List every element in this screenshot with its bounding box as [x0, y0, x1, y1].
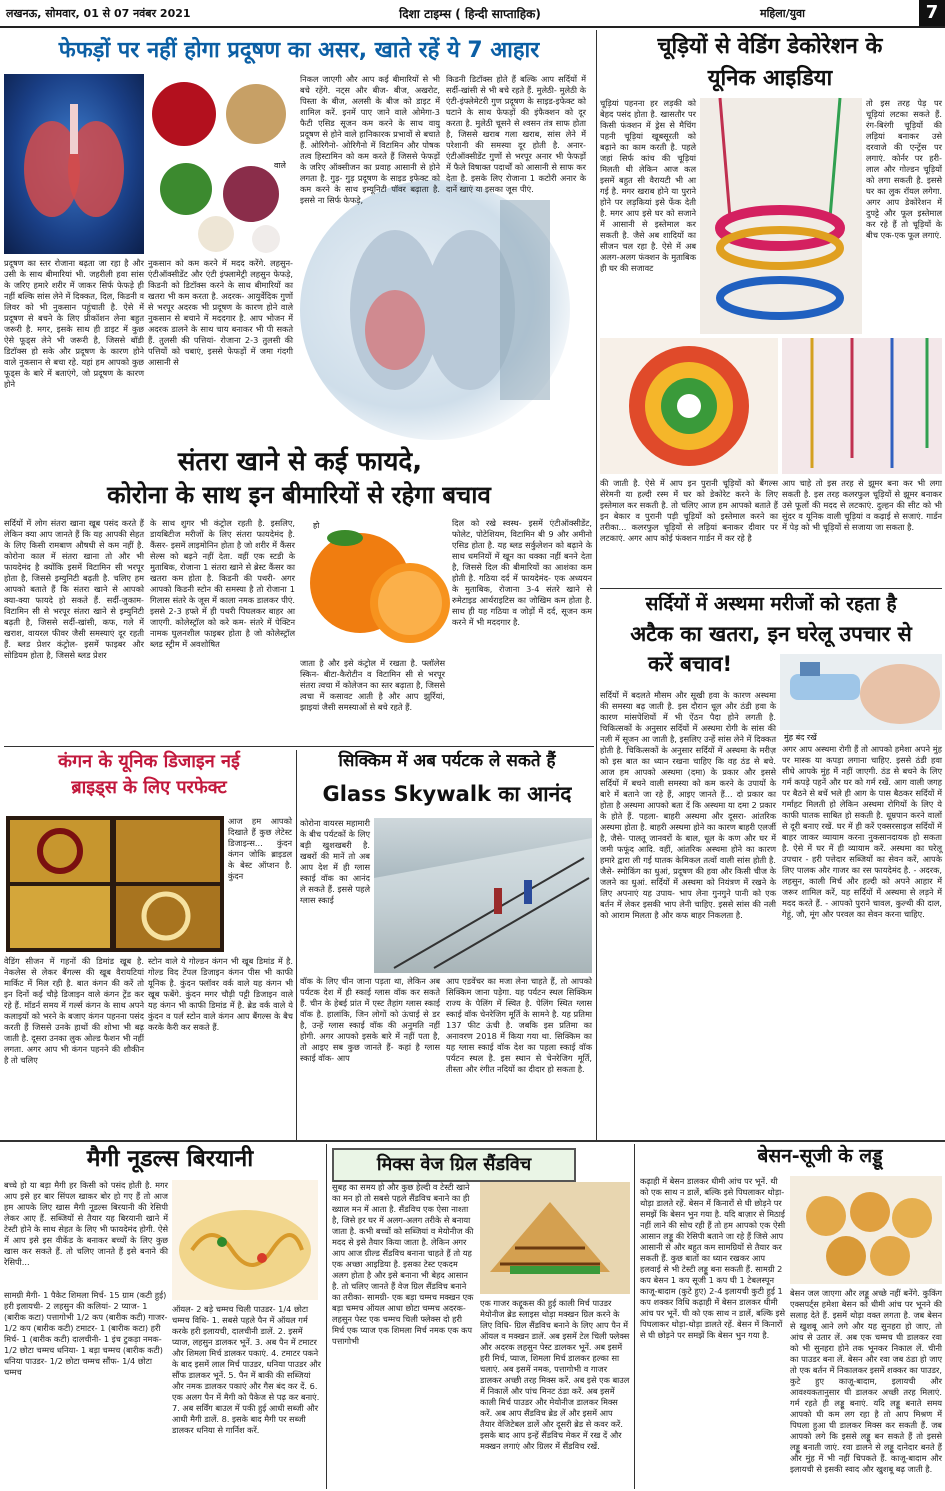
- bangles-headline-1: चूड़ियों से वेडिंग डेकोरेशन के: [657, 34, 883, 59]
- asthma-headline-1: सर्दियों में अस्थमा मरीजों को रहता है: [645, 593, 897, 615]
- orange-col-4: दिल को रखे स्वस्थ- इसमें एंटीऑक्सीडेंट, फोलेट, पोटेशियम, विटामिन बी 9 और अमीनो एसिड होता है. यह ब्लड सर्कुलेशन को बढ़ाने के साथ धमनियों में खून का थक्का नहीं बनने देता है, जिससे दिल की बीमारियों का आशंका कम होती है. गठिया दर्द में फायदेमंद- एक अध्ययन के मुताबिक, रोजाना 3-4 संतरे खाने से रुमेटाइड आर्थराइटिस का जोखिम कम होता है. साथ ही यह गठिया व जोड़ों में दर्द, सूजन कम करने में भी मददगार है.: [452, 518, 592, 627]
- bangle-chandelier-image: [782, 338, 942, 474]
- column-divider: [296, 750, 297, 1140]
- sandwich-headline: मिक्स वेज ग्रिल सैंडविच: [332, 1148, 576, 1182]
- lungs-col-1: प्रदूषण का स्तर रोजाना बढ़ता जा रहा है और उसी के साथ बीमारियां भी. जहरीली हवा सांस के जरिए हमारे शरीर में जाकर सिर्फ फेफड़े ही नहीं बल्कि सांस लेने में दिक्कत, दिल, किडनी व लिवर को भी नुकसान पहुंचाती है. ऐसे में प्रदूषण से बचने के लिए प्रीकॉशन लेना बहुत जरूरी है. मगर, इसके साथ ही डाइट में कुछ ऐसे फूड्स लेने भी जरूरी है, जिससे बॉडी डिटॉक्स हो सके और प्रदूषण के कारण होने वाले नुकसान से बचा रहे. यहां हम आपको कुछ फूड्स के बारे में बताएंगे, जो प्रदूषण के कारण होने: [4, 258, 144, 389]
- column-divider: [634, 1144, 635, 1489]
- bangles-col-2: तो इस तरह पेड़ पर चूड़ियां लटका सकते हैं. रंग-बिरंगी चूड़ियों की लड़ियां बनाकर उसे दरवाजे की एन्ट्रेंस पर लगाएं. कोर्नर पर हरी-लाल और गोल्डन चूड़ियों को लगा सकती है. इससे घर का लुक रॉयल लगेगा. अगर आप डेकोरेशन में दुपट्टे और फूल इस्तेमाल कर रहे हैं तो चूड़ियों के बीच एक-एक फूल लगाएं.: [866, 98, 942, 240]
- bangles-col-3: की जाती है. ऐसे में आप इन पुरानी चूड़ियों को बैंगल्स सेरेमनी या हल्दी रस्म में घर को डेकोरेट करने के लिए इस्तेमाल कर सकती है. तो चलिए आज हम आपको बताते हैं इन बेकार व पुरानी पड़ी चूड़ियों को इस्तेमाल करने का तरीका... कलरफुल चूड़ियों से लड़ियां बनाकर दीवार पर लटकाएं. अगर आप कोई फंक्शन गार्डन में कर रहे है: [600, 478, 778, 543]
- kangan-col-2: स्टोन वाले ये गोल्डन कंगन भी खूब डिमांड में है. गोल्ड विद टेंपल डिजाइन कंगन पीस भी काफी यूनिक है. कुंदन फ्लॉवर वर्क वाले यह कंगन भी खूब फबेंगे. कुंदन मगर चौड़ी पट्टी डिजाइन वाले यह कंगन भी काफी डिमांड में है. ब्रेड वर्क वाले ये कुंदन व पर्ल स्टोन वाले कंगन आप बैंगल्स के बैच करके कैरी कर सकते हैं.: [148, 956, 293, 1032]
- header-section: महिला/युवा: [760, 7, 805, 20]
- skywalk-image: [374, 818, 592, 973]
- bangles-col-4: आप चाहे तो इस तरह से झूमर बना कर भी लगा सकती है. इस तरह कलरफुल चूड़ियों से झूमर बनाकर उसे फूलों की मदद से लटकाएं. दुल्हन की सीट को भी सुंदर व यूनिक वाली चूड़ियां व कढ़ाई से सजाएं. गार्डन में पेड़ को भी चूड़ियों से सजाया जा सकता है.: [782, 478, 942, 532]
- maggi-headline: मैगी नूडल्स बिरयानी: [86, 1146, 254, 1172]
- inhaler-image: [780, 654, 942, 730]
- lungs-col-3: निकल जाएगी और आप कई बीमारियों से भी बचे रहेंगे. नट्स और बीज- बीज, अखरोट, पिस्ता के बीज, अलसी के बीज को डाइट में शामिल करें. इनमें पाए जाने वाले ओमेगा-3 फैटी एसिड सूजन कम करने के साथ वायु प्रदूषण से होने वाले हानिकारक प्रभावों से बचाते हैं. ओरिगैनो- ओरिगैनो में विटामिन और पोषक तत्व हिस्टामिन को कम करते हैं जिससे फेफड़ों के जरिए ऑक्सीजन का प्रवाह आसानी से होने लगता है. गुड़- गुड़ प्रदूषण के साइड इफेक्ट को कम करने के साथ इम्यूनिटी पॉवर बढ़ाता है. इससे ना सिर्फ फेफड़े,: [300, 74, 440, 205]
- orange-label: हो: [313, 521, 320, 530]
- asthma-caption: मुंह बंद रखें: [784, 733, 817, 742]
- bangles-col-1: चूड़ियां पहनना हर लड़की को बेहद पसंद होता है. खासतौर पर किसी फंक्शन में ड्रेस से मैचिंग पहनी चूड़ियां खूबसूरती को बढ़ाने का काम करती है. पहले जहां सिर्फ कांच की चूड़ियां मिलती थी लेकिन आज कल इसमें बहुत सी वैरायटी भी आ गई है. मगर खराब होने या पुराने होने पर लड़कियां इसे फेंक देती है. मगर आप इसे घर को सजाने में आसानी से इस्तेमाल कर सकती है. जैसे अब शादियों का सीजन चल रहा है. ऐसे में अब अलग-अलग फंक्शन के मुताबिक ही घर की सजावट: [600, 98, 696, 273]
- kangan-side-text: आज हम आपको दिखाते हैं कुछ लेटेस्ट डिजाइन्स... कुंदन कंगन जोकि ब्राइडल के बेस्ट ऑप्शन है. कुंदन: [228, 816, 292, 881]
- sandwich-image: [480, 1182, 630, 1294]
- asthma-col-2: अगर आप अस्थमा रोगी हैं तो आपको हमेशा अपने मुंह पर मास्क या कपड़ा लगाना चाहिए. इससे ठंडी हवा सीधे आपके मुंह में नहीं जाएगी. ठंड से बचने के लिए गर्म कपड़े पहनें और घर को गर्म रखें. आग वाली जगह पर बैठने से बचें भले ही आग के पास बैठकर सर्दियों में गर्माहट मिलती हो लेकिन अस्थमा रोगियों के लिए ये काफी घातक साबित हो सकती है. धूम्रपान करने वालों से दूरी बनाए रखें. घर में ही करें एक्सरसाइज सर्दियों में बाहर जाकर व्यायाम करना नुकसानदायक हो सकता है. ऐसे में घर में ही व्यायाम करें. अस्थमा का घरेलू उपचार - हरी पत्तेदार सब्जियों का सेवन करें, आपके लिए पालक और गाजर का रस फायदेमंद है. - अदरक, लहसुन, काली मिर्च और हल्दी को अपने आहार में जरूर शामिल करें, यह सर्दियों में अस्थमा से लड़ने में मदद करते हैं. - आपको पुराने चावल, कुल्थी की दाल, गेहूं, जौ, मूंग और परवल का सेवन करना चाहिए.: [782, 744, 942, 919]
- sikkim-headline-1: सिक्किम में अब पर्यटक ले सकते हैं: [338, 751, 556, 771]
- lungs-col-4: किडनी डिटॉक्स होते हैं बल्कि आप सर्दियों में सर्दी-खांसी से भी बचे रहते हैं. मुलेठी- मुलेठी के एंटी-इंफ्लेमेटरी गुण प्रदूषण के साइड-इफेक्ट को घटाने के साथ फेफड़ों की इंफैक्शन को दूर करता है. मुलेठी चूसने से श्वसन तंत्र साफ होता है, जिससे खराब गला खराब, सांस लेने में परेशानी की समस्या दूर होती है. अनार- एंटीऑक्सीडेंट गुणों से भरपूर अनार भी फेफड़ों में फैले विषाक्त पदार्थों को आसानी से साफ कर देता है. इसके लिए रोजाना 1 कटोरी अनार के दानें खाएं या इसका जूस पीएं.: [446, 74, 586, 194]
- maggi-image: [172, 1180, 318, 1300]
- orange-col-3: जाता है और इसे कंट्रोल में रखता है. फ्लॉलेस स्किन- बीटा-कैरोटीन व विटामिन सी से भरपूर संतरा त्वचा में कोलेजन का स्तर बढ़ाता है, जिससे त्वचा में कसावट आती है और आप झुर्रियां, झाइयां जैसी समस्याओं से बचे रहते हैं.: [300, 658, 445, 712]
- lungs-col-2: नुकसान को कम करने में मदद करेंगे. लहसुन- एंटीऑक्सीडेंट और एंटी इंफ्लामेट्री लहसुन फेफड़े, किडनी को डिटॉक्स करने के साथ बीमारियों का खतरा भी कम करता है. अदरक- आयुर्वेदिक गुणों से भरपूर अदरक भी प्रदूषण के कारण होने वाले नुकसान से बचाने में मददगार है. आप भोजन में अदरक डालने के साथ चाय बनाकर भी पी सकते हैं. तुलसी की पत्तियां- रोजाना 2-3 तुलसी की पत्तियों को चबाएं, इससे फेफड़ों में जमा गंदगी आसानी से: [148, 258, 293, 367]
- recipe-section-divider: [0, 1140, 945, 1142]
- foods-image: [146, 74, 294, 254]
- ladoo-col-1: कढ़ाही में बेसन डालकर धीमी आंच पर भूनें. थी को एक साथ न डालें, बल्कि इसे पिघलाकर थोड़ा-थोड़ा डालते रहें. बेसन में किनारों से घी छोड़ने पर समझें कि बेसन भुन गया है. यदि बाज़ार से मिठाई नहीं लाने की सोच रही हैं तो हम आपको एक ऐसी आसान लड्डू की रेसिपी बताने जा रहे हैं जिसे आप आसानी से और बहुत कम सामग्रियों से तैयार कर सकती हैं. कुछ बातों का ध्यान रखकर आप हलवाई से भी टेस्टी लड्डू बना सकती हैं. सामग्री 2 कप बेसन 1 कप सूजी 1 कप घी 1 टेबलस्पून काजू-बादाम (कुटे हुए) 2-4 इलायची कुटी हुई 1 कप शक्कर विधि कढ़ाही में बेसन डालकर धीमी आंच पर भूनें. घी को एक साथ न डालें, बल्कि इसे पिघलाकर थोड़ा-थोड़ा डालते रहें. बेसन में किनारों से घी छोड़ने पर समझें कि बेसन भुन गया है.: [640, 1176, 786, 1340]
- page-number: 7: [919, 0, 945, 26]
- sandwich-col-1: सुबह का समय हो और कुछ हेल्दी व टेस्टी खाने का मन हो तो सबसे पहले सैंडविच बनाने का ही ख्याल मन में आता है. सैंडविच एक ऐसा नाश्ता है, जिसे हर घर में अलग-अलग तरीके से बनाया जाता है. कभी बच्चों को सब्जियां व मेयोनीज की मदद से इसे तैयार किया जाता है. लेकिन अगर आप आज ग्रील्ड सैंडविच बनाना चाहते हैं तो यह एक अच्छा आइडिया है. इसका टेस्ट एकदम अलग होता है और इसे बनाना भी बेहद आसान है. तो चलिए जानते हैं वेज ग्रिल सैंडविच बनाने का तरीका- सामग्री- एक बड़ा चम्मच मक्खन एक बड़ा चम्मच ऑयल आधा छोटा चम्मच अदरक-लहसुन पेस्ट एक चम्मच चिली फ्लेक्स दो हरी मिर्च एक प्याज एक शिमला मिर्च नमक एक कप पत्तागोभी: [332, 1182, 474, 1346]
- orange-col-1: सर्दियों में लोग संतरा खाना खूब पसंद करते हैं लेकिन क्या आप जानते हैं कि यह आपकी सेहत के लिए किसी रामबाण औषधी से कम नहीं है. कोरोना काल में संतरा खाना तो और भी फायदेमंद है क्योंकि इसमें विटामिन सी भरपूर होता है, जिससे इम्युनिटी बढ़ती है. चलिए हम आपको बताते हैं कि संतरा खाने से आपको क्या-क्या फायदे हो सकते हैं. सर्दी-जुकाम- विटामिन सी से भरपूर संतरा खाने से इम्युनिटी बढ़ती है, जिससे सर्दी-खांसी, कफ, गले में खराश, वायरल फीवर जैसी समस्याएं दूर रहती हैं. ब्लड प्रेशर कंट्रोल- इसमें फाइबर और सोडियम होता है, जिससे ब्लड प्रेशर: [4, 518, 144, 660]
- kangan-headline-2: ब्राइड्स के लिए परफेक्ट: [71, 777, 227, 798]
- kangan-image: [6, 816, 224, 952]
- bangles-headline-2: यूनिक आइडिया: [707, 66, 833, 91]
- sikkim-col-1: वॉक के लिए चीन जाना पड़ता था, लेकिन अब पर्यटक देश में ही स्काई ग्लास वॉक कर सकते हैं. चीन के हेबई प्रांत में एस्ट तैहांग ग्लास स्काई वॉक है. हालांकि, जिन लोगों को ऊंचाई से डर है, उन्हें ग्लास स्काई वॉक की अनुमति नहीं होगी. अगर आपको इसके बारे में नहीं पता है, तो आइए सब कुछ जानते हैं- कहां है ग्लास स्काई वॉक- आप: [300, 976, 440, 1063]
- asthma-headline-3: करें बचाव!: [647, 652, 733, 676]
- ladoo-image: [790, 1176, 942, 1284]
- sikkim-headline-2: Glass Skywalk का आनंद: [322, 782, 572, 806]
- bangle-rangoli-image: [600, 338, 778, 474]
- ladoo-col-2: बेसन जल जाएगा और लड्डू अच्छे नहीं बनेंगे. कुकिंग एक्सपर्ट्स हमेशा बेसन को धीमी आंच पर भूनने की सलाह देते हैं. इसमें थोड़ा वक्त लगता है. जब बेसन से खुशबू आने लगे और यह सुनहरा हो जाए, तो आंच से उतार लें. अब एक चम्मच घी डालकर रवा को भी सुनहरा होने तक भूनकर निकाल लें. चीनी का पाउडर बना लें. बेसन और रवा जब ठंडा हो जाए तो एक बर्तन में निकालकर इसमें शक्कर का पाउडर, कुटे हुए काजू-बादाम, इलायची और आवश्यकतानुसार घी डालकर अच्छी तरह मिलाएं. गर्म रहते ही लड्डू बनाएं. यदि लड्डू बनाते समय आपको घी कम लग रहा है तो आप मिश्रण में पिघला हुआ घी डालकर मिक्स कर सकती हैं. जब आपको लगे कि इससे लड्डू बन सकते हैं तो इससे लड्डू बनाती जाएं. रवा डालने से लड्डू दानेदार बनते हैं और मुंह में भी नहीं चिपकते हैं. काजू-बादाम और इलायची से इसकी स्वाद और खुशबू बढ़ जाती है.: [790, 1288, 942, 1474]
- lungs-image: [4, 74, 144, 254]
- sikkim-col-2: आप एडवेंचर का मजा लेना चाहते हैं, तो आपको सिक्किम जाना पड़ेगा. यह पर्यटन स्थल सिक्किम राज्य के पेलिंग में स्थित है. पेलिंग स्थित ग्लास स्काई वॉक चेनरेजिग मूर्ति के सामने है. यह प्रतिमा 137 फीट ऊंची है. जबकि इस प्रतिमा का अनावरण 2018 में किया गया था. सिक्किम का यह ग्लास स्काई वॉक देश का पहला स्काई वॉक पर्यटन स्थल है. इस स्थान से चेनरेजिग मूर्ति, तीस्ता और रंगीत नदियों का दीदार हो सकता है.: [446, 976, 592, 1074]
- header-date: लखनऊ, सोमवार, 01 से 07 नवंबर 2021: [6, 7, 191, 20]
- orange-headline-2: कोरोना के साथ इन बीमारियों से रहेगा बचाव: [107, 481, 491, 509]
- column-divider: [596, 30, 597, 1140]
- lungs-caption: वाले: [274, 161, 286, 170]
- sandwich-col-2: एक गाजर कद्दूकस की हुई काली मिर्च पाउडर मेयोनीज ब्रेड स्लाइस थोड़ा मक्खन ग्रिल करने के लिए विधि- ग्रिल सैंडविच बनाने के लिए आप पैन में ऑयल व मक्खन डालें. अब इसमें टेल चिली फ्लेक्स और अदरक लहसुन पेस्ट डालकर भूनें. अब इसमें हरी मिर्च, प्याज, शिमला मिर्च डालकर हल्का सा चलाएं. अब इसमें नमक, पत्तागोभी व गाजर डालकर अच्छी तरह मिक्स करें. अब इसे एक बाउल में निकालें और पांच मिनट ठंडा करें. अब इसमें काली मिर्च पाउडर और मेयोनीज डालकर मिक्स करें. अब आप सैंडविच ब्रेड लें और इसमें आप तैयार वेजिटेबल डालें और दूसरी ब्रेड से कवर करें. इसके बाद आप इन्हें सैंडविच मेकर में रख दें और मक्खन लगाएं और ग्रिलर में सैंडविच रखें.: [480, 1298, 630, 1451]
- orange-col-2: के साथ शुगर भी कंट्रोल रहती है. इसलिए, डायबिटीज मरीजों के लिए संतरा फायदेमंद है. कैंसर- इसमें लाइमोनिन होता है जो शरीर में कैंसर सेल्स को बढ़ने नहीं देता. वहीं एक स्टडी के मुताबिक, रोजाना 1 संतरा खाने से ब्रेस्ट कैंसर का खतरा कम होता है. किडनी की पथरी- अगर आपको किडनी स्टोन की समस्या है तो रोजाना 1 गिलास संतरे के जूस में काला नमक डालकर पीएं. इससे 2-3 हफ्ते में ही पथरी पिघलकर बाहर आ जाएगी. कोलेस्ट्रॉल को करे कम- संतरे में पेक्टिन नामक घुलनशील फाइबर होता है जो कोलेस्ट्रॉल ब्लड स्ट्रीम में अवशोषित: [150, 518, 295, 649]
- ladoo-headline: बेसन-सूजी के लड्डू: [757, 1145, 883, 1167]
- asthma-headline-2: अटैक का खतरा, इन घरेलू उपचार से: [630, 622, 912, 646]
- orange-image: [305, 518, 455, 653]
- lungs-headline: फेफड़ों पर नहीं होगा प्रदूषण का असर, खाते रहें ये 7 आहार: [58, 38, 540, 63]
- column-divider: [326, 1144, 327, 1489]
- xray-image: [300, 180, 570, 440]
- section-divider: [4, 746, 594, 747]
- asthma-col-1: सर्दियों में बदलते मौसम और सूखी हवा के कारण अस्थमा की समस्या बढ़ जाती है. इस दौरान धूल और ठंडी हवा के कारण मांसपेशियों में भी ऐंठन पैदा होने लगती है. चिकित्सकों के अनुसार सर्दियों में अस्थमा रोगी के सांस की नली में सूजन आ जाती है, इसलिए उन्हें सांस लेने में दिक्कत होती है. चिकित्सकों के अनुसार सर्दियों में अस्थमा के मरीज़ को इस बात का ध्यान रखना चाहिए कि वह ठंड से बचे. आज हम आपको अस्थमा (दमा) के प्रकार और इससे सर्दियों में बचने वाली समस्या को कम करने के उपायों के बारे में बताने जा रहे हैं, आइए जानते हैं... दो प्रकार का होता है अस्थमा आपको बता दें कि अस्थमा या दमा 2 प्रकार के होते हैं. पहला- बाहरी अस्थमा और दूसरा- आंतरिक अस्थमा होता है. बाहरी अस्थमा होने का कारण बाहरी एलर्जी है, जैसे- पालतू जानवरों के बाल, धूल के कण और घर में जमी फफूंद आदि. वहीं, आंतरिक अस्थमा होने का कारण हमारे द्वारा ली गई घातक केमिकल तत्वों वाली सांस होती है. जैसे- स्मोकिंग का धुआं, प्रदूषण की हवा और किसी चीज के जलने का धुआं. सर्दियों में अस्थमा को नियंत्रण में रखने के लिए अपनाएं यह उपाय- भाप लेना गुनगुने पानी को एक बर्तन में लेकर इसकी भाप लेनी चाहिए. इससे सांस की नली को आराम मिलता है और कफ बाहर निकलता है.: [600, 690, 776, 920]
- header-publication: दिशा टाइम्स ( हिन्दी साप्ताहिक): [399, 7, 541, 21]
- section-divider: [600, 588, 942, 589]
- maggi-intro: बच्चे हो या बड़ा मैगी हर किसी को पसंद होती है. मगर आप इसे हर बार सिंपल खाकर बोर हो गए हैं तो आज हम आपके लिए खास मैगी नूडल्स बिरयानी की रेसिपी लेकर आए हैं. सब्जियों से तैयार यह बिरयानी खाने में टेस्टी होने के साथ सेहत के लिए भी फायदेमंद होगी. ऐसे में आप इसे इस वीकेंड के बनाकर बच्चों के लिए कुछ खास कर सकते हैं. तो चलिए जानते हैं इसे बनाने की रेसिपी...: [4, 1180, 168, 1267]
- orange-headline-1: संतरा खाने से कई फायदे,: [177, 447, 423, 477]
- maggi-ingredients: सामग्री मैगी- 1 पैकेट शिमला मिर्च- 15 ग्राम (कटी हुई) हरी इलायची- 2 लहसुन की कलियां- 2 प्याज- 1 (बारीक कटा) पत्तागोभी 1/2 कप (बारीक कटी) गाजर- 1/2 कप (बारीक कटी) टमाटर- 1 (बारीक कटा) हरी मिर्च- 1 (बारीक कटी) दालचीनी- 1 इंच टुकड़ा नमक- 1/2 छोटा चम्मच धनिया- 1 बड़ा चम्मच (बारीक कटी) धनिया पाउडर- 1/2 छोटा चम्मच सौंफ- 1/4 छोटा चम्मच: [4, 1290, 168, 1377]
- maggi-method: ऑयल- 2 बड़े चम्मच चिली पाउडर- 1/4 छोटा चम्मच विधि- 1. सबसे पहले पैन में ऑयल गर्म करके हरी इलायची, दालचीनी डालें. 2. इसमें प्याज, लहसुन डालकर भूनें. 3. अब पैन में टमाटर और शिमला मिर्च डालकर पकाएं. 4. टमाटर पकने के बाद इसमें लाल मिर्च पाउडर, धनिया पाउडर और सौंफ डालकर भूनें. 5. पैन में बाकी की सब्जियां और नमक डालकर पकाएं और गैस बंद कर दें. 6. एक अलग पैन में मैगी को पैकेज से पढ़ कर बनाएं. 7. अब सर्विंग बाउल में पकी हुई आधी सब्जी और आधी मैगी डालें. 8. इसके बाद मैगी पर सब्जी डालकर धनिया से गार्निश करें.: [172, 1304, 322, 1435]
- page-header: [0, 0, 945, 28]
- sikkim-side-text: कोरोना वायरस महामारी के बीच पर्यटकों के लिए बड़ी खुशखबरी है. खबरों की मानें तो अब आप देश में ही ग्लास स्काई वॉक का आनंद ले सकते हैं. इससे पहले ग्लास स्काई: [300, 818, 370, 905]
- kangan-headline-1: कंगन के यूनिक डिजाइन नई: [58, 751, 240, 772]
- bangle-swing-image: [700, 98, 862, 334]
- kangan-col-1: वेडिंग सीजन में गहनों की डिमांड खूब है. नेकलेस से लेकर बैंगल्स की खूब वैरायटियां मार्किट में मिल रही है. बात कंगन की करें तो इन दिनों कई चौड़े डिजाइन वाले कंगन ट्रेंड कर रहे हैं. मॉडर्न समय में गर्ल्स कंगन के साथ अपने कलाइयों को भरने के बजाए कंगन पहनना पसंद करती हैं जिससे उनके हाथों की शोभा भी बढ़ जाती है. दूसरा उनका लुक ओल्ड फैशन भी नहीं लगता. अगर आप भी कंगन पहनने की शौकीन है तो चलिए: [4, 956, 144, 1065]
